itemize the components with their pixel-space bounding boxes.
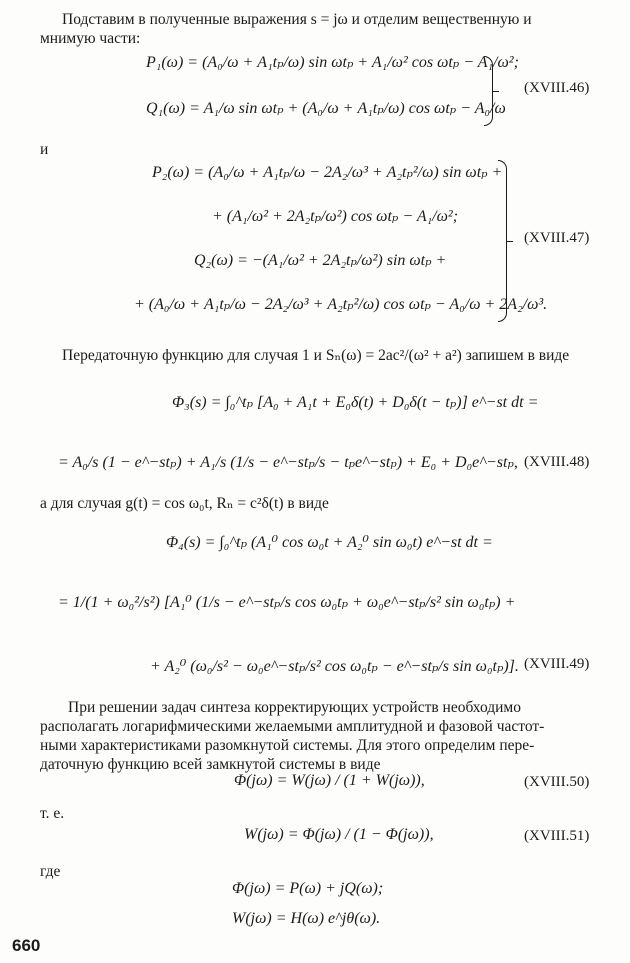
- paragraph-line-1: При решении задач синтеза корректирующих устройств необходимо: [68, 699, 521, 716]
- formula-w-polar: W(jω) = H(ω) e^jθ(ω).: [232, 910, 381, 927]
- formula-phi-closed: Φ(jω) = W(jω) / (1 + W(jω)),: [234, 772, 425, 789]
- formula-p1: P₁(ω) = (A₀/ω + A₁tₚ/ω) sin ωtₚ + A₁/ω² cos ωtₚ − A₁/ω²;: [146, 54, 519, 71]
- case1-text: Передаточную функцию для случая 1 и Sₙ(ω) = 2ac²/(ω² + a²) запишем в виде: [62, 347, 570, 364]
- formula-phi4-line2: = 1/(1 + ω₀²/s²) [A₁⁰ (1/s − e^−stₚ/s cos ω₀tₚ + ω₀e^−stₚ/s² sin ω₀tₚ) +: [58, 594, 516, 611]
- formula-p2-line1: P₂(ω) = (A₀/ω + A₁tₚ/ω − 2A₂/ω³ + A₂tₚ²/ω) sin ωtₚ +: [152, 164, 503, 181]
- formula-phi4-line1: Φ₄(s) = ∫₀^tₚ (A₁⁰ cos ω₀t + A₂⁰ sin ω₀t) e^−st dt =: [166, 534, 493, 551]
- right-brace: [484, 56, 493, 126]
- equation-number-49: (XVIII.49): [524, 656, 590, 672]
- case2-text: а для случая g(t) = cos ω₀t, Rₙ = c²δ(t) в виде: [40, 495, 329, 512]
- formula-q1: Q₁(ω) = A₁/ω sin ωtₚ + (A₀/ω + A₁tₚ/ω) cos ωtₚ − A₀/ω: [146, 100, 506, 117]
- intro-line-1: Подставим в полученные выражения s = jω и отделим вещественную и: [62, 11, 532, 28]
- equation-number-47: (XVIII.47): [524, 230, 590, 246]
- page-number: 660: [12, 936, 41, 955]
- equation-number-48: (XVIII.48): [524, 454, 590, 470]
- intro-line-2: мнимую части:: [40, 30, 141, 47]
- formula-q2-line2: + (A₀/ω + A₁tₚ/ω − 2A₂/ω³ + A₂tₚ²/ω) cos ωtₚ − A₀/ω + 2A₂/ω³.: [134, 296, 548, 313]
- te-word: т. е.: [40, 805, 65, 822]
- equation-number-50: (XVIII.50): [524, 774, 590, 790]
- paragraph-line-2: располагать логарифмическими желаемыми амплитудной и фазовой частот-: [40, 718, 545, 735]
- equation-number-46: (XVIII.46): [524, 80, 590, 96]
- formula-w-open: W(jω) = Φ(jω) / (1 − Φ(jω)),: [244, 826, 434, 843]
- formula-p2-line2: + (A₁/ω² + 2A₂tₚ/ω²) cos ωtₚ − A₁/ω²;: [212, 208, 459, 225]
- formula-phi-components: Φ(jω) = P(ω) + jQ(ω);: [232, 880, 384, 897]
- formula-phi3-line2: = A₀/s (1 − e^−stₚ) + A₁/s (1/s − e^−stₚ/s − tₚe^−stₚ) + E₀ + D₀e^−stₚ,: [58, 454, 518, 471]
- gde-word: где: [40, 863, 61, 880]
- right-brace: [498, 160, 507, 322]
- formula-q2-line1: Q₂(ω) = −(A₁/ω² + 2A₂tₚ/ω²) sin ωtₚ +: [194, 252, 447, 269]
- equation-number-51: (XVIII.51): [524, 828, 590, 844]
- formula-phi4-line3: + A₂⁰ (ω₀/s² − ω₀e^−stₚ/s² cos ω₀tₚ − e^−stₚ/s sin ω₀tₚ)].: [150, 658, 519, 675]
- paragraph-line-3: ными характеристиками разомкнутой системы. Для этого определим пере-: [40, 737, 535, 754]
- formula-phi3-line1: Φ₃(s) = ∫₀^tₚ [A₀ + A₁t + E₀δ(t) + D₀δ(t − tₚ)] e^−st dt =: [172, 394, 539, 411]
- paragraph-line-4: даточную функцию всей замкнутой системы в виде: [40, 756, 381, 773]
- connector-word: и: [40, 141, 49, 158]
